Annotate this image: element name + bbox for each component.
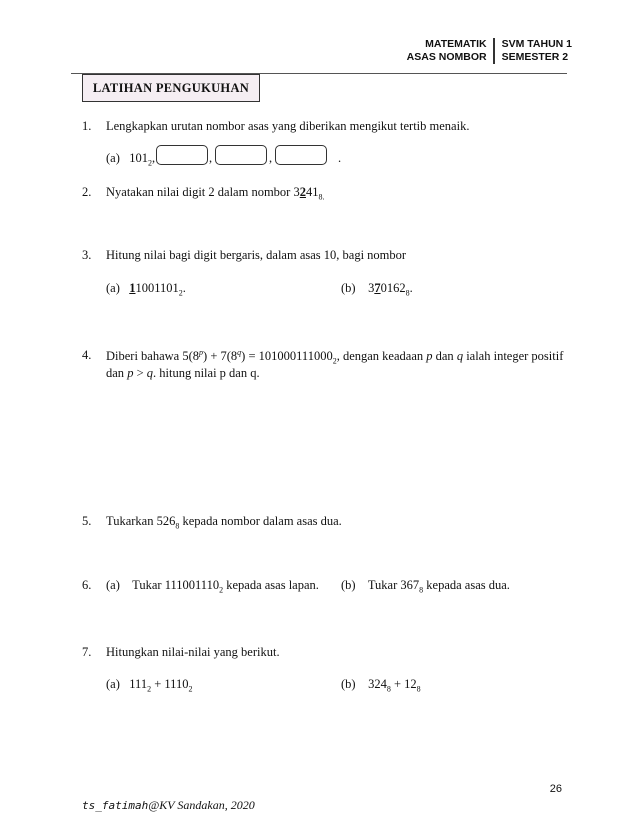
q6-b-base: 8 (419, 585, 424, 595)
footer-handwritten-name: ts_fatimah (82, 799, 149, 812)
q1-answer-box-1[interactable] (156, 145, 208, 165)
q4-number: 4. (82, 348, 92, 362)
q7-b-b2: 8 (416, 684, 421, 694)
q6-b (341, 578, 510, 595)
q6-a-post: kepada asas lapan. (223, 578, 319, 592)
q7-a-b1: 2 (147, 684, 152, 694)
q5-number: 5. (82, 514, 92, 528)
q2-text-pre: Nyatakan nilai digit 2 dalam nombor 3 (106, 185, 300, 199)
q1-answer-box-2[interactable] (215, 145, 267, 165)
q3-b-underlined-digit: 7 (374, 281, 381, 295)
page-number: 26 (549, 783, 562, 795)
q1-sep-2: , (209, 151, 213, 165)
q3-a-end: . (182, 281, 186, 295)
q4-var-q: q (456, 349, 464, 364)
q2-underlined-digit: 2 (299, 185, 306, 199)
q4-line2-a: dan (106, 366, 128, 380)
q4-var-p: p (426, 349, 433, 364)
q1-a-value: 101 (129, 151, 148, 165)
q3-a-underlined-digit: 1 (129, 281, 136, 295)
q4-gt: > (133, 366, 147, 380)
q1-text: Lengkapkan urutan nombor asas yang diberikan mengikut tertib menaik. (106, 119, 470, 133)
q4-exp-q: q (237, 348, 242, 357)
q4-line2-b: . hitung nilai p dan q. (153, 366, 260, 380)
q7-a (106, 677, 192, 694)
q7-b-b1: 8 (386, 684, 391, 694)
q6-a (106, 578, 319, 595)
header-right (495, 38, 572, 64)
q4-t6: ialah integer positif (463, 349, 564, 364)
q4-line-2 (106, 366, 260, 381)
q4-t5: dan (432, 349, 457, 364)
q1-a-base: 2 (148, 158, 152, 168)
q7-text: Hitungkan nilai-nilai yang berikut. (106, 645, 280, 659)
header-course: SVM TAHUN 1 (501, 38, 572, 50)
q7-b (341, 677, 421, 694)
q6-b-label: (b) (341, 578, 356, 592)
q5-base: 8 (175, 521, 180, 531)
q1-a-label: (a) (106, 151, 120, 165)
q1-a (106, 151, 155, 168)
q1-number: 1. (82, 119, 92, 133)
q4-t4: , dengan keadaan (336, 349, 427, 364)
q4-t3: ) = 101000111000 (241, 349, 333, 364)
q3-a-label: (a) (106, 281, 120, 295)
q3-a-base: 2 (178, 288, 183, 298)
q5-text (106, 514, 342, 531)
q6-number: 6. (82, 578, 92, 592)
section-title: LATIHAN PENGUKUHAN (82, 74, 260, 102)
q3-number: 3. (82, 248, 92, 262)
q7-a-b2: 2 (188, 684, 193, 694)
header-semester: SEMESTER 2 (501, 51, 569, 63)
q3-b-rest: 0162 (380, 281, 406, 295)
q3-a-rest: 1001101 (135, 281, 179, 295)
q4-line2-p: p (127, 366, 134, 380)
q4-exp-p: p (199, 348, 204, 357)
q2-base: 8. (318, 192, 325, 202)
q5-post: kepada nombor dalam asas dua. (179, 514, 342, 528)
q1-sep-3: , (269, 151, 273, 165)
q1-end: . (338, 151, 342, 165)
q6-b-post: kepada asas dua. (423, 578, 510, 592)
q1-sep-1: , (152, 151, 156, 165)
footer-credit: @KV Sandakan, 2020 (148, 798, 255, 812)
q7-a-label: (a) (106, 677, 120, 691)
q3-b-pre: 3 (368, 281, 375, 295)
q6-a-base: 2 (219, 585, 224, 595)
q7-b-op: + (390, 677, 405, 691)
q7-number: 7. (82, 645, 92, 659)
q3-b (341, 281, 413, 298)
page-header (407, 38, 572, 64)
q7-b-label: (b) (341, 677, 356, 691)
q5-pre: Tukarkan 526 (106, 514, 176, 528)
q3-b-base: 8 (405, 288, 410, 298)
q2-text-post: 41 (305, 185, 319, 199)
q6-b-pre: Tukar 367 (367, 578, 420, 592)
q3-text: Hitung nilai bagi digit bergaris, dalam asas 10, bagi nombor (106, 248, 407, 262)
q7-b-v1: 324 (368, 677, 387, 691)
header-topic: ASAS NOMBOR (406, 51, 487, 63)
q2-text (106, 185, 324, 202)
q7-b-v2: 12 (404, 677, 417, 691)
q4-line-1 (106, 348, 563, 366)
q6-a-pre: Tukar 111001110 (132, 578, 220, 592)
q7-a-v1: 111 (129, 677, 148, 691)
footer (82, 798, 255, 813)
q3-b-label: (b) (341, 281, 356, 295)
q4-t1: Diberi bahawa 5(8 (106, 349, 200, 364)
q3-b-end: . (409, 281, 413, 295)
q4-t2: ) + 7(8 (203, 349, 238, 364)
q3-a (106, 281, 186, 298)
q1-answer-box-3[interactable] (275, 145, 327, 165)
header-subject: MATEMATIK (425, 38, 487, 50)
q7-a-v2: 1110 (164, 677, 189, 691)
header-left (407, 38, 495, 64)
q6-a-label: (a) (106, 578, 120, 592)
q2-number: 2. (82, 185, 92, 199)
q4-base: 2 (332, 356, 337, 366)
q7-a-op: + (151, 677, 165, 691)
q4-line2-q: q (146, 366, 153, 380)
